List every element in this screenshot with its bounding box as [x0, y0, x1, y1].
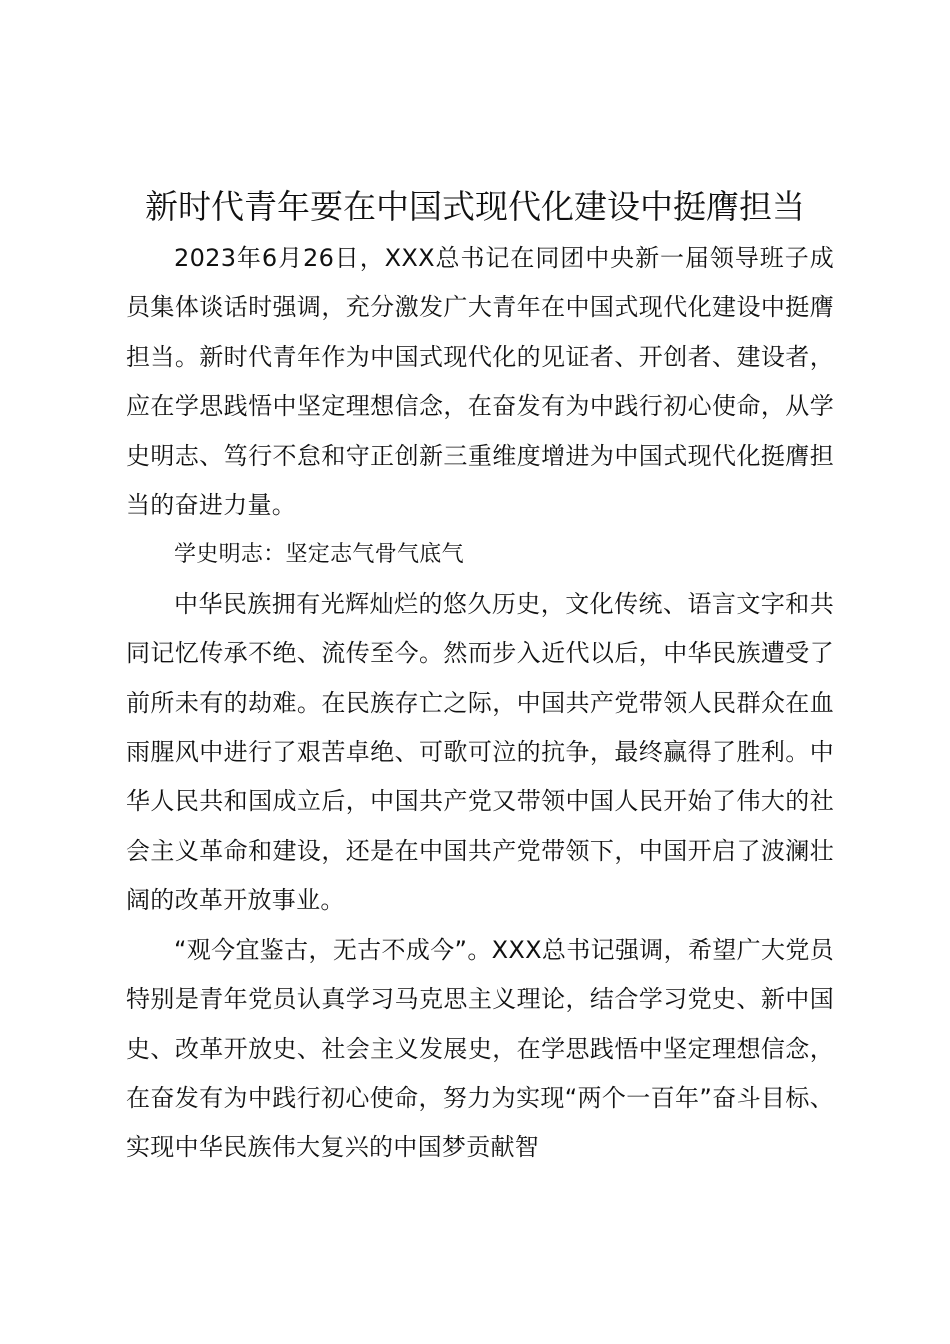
- document-title: 新时代青年要在中国式现代化建设中挺膺担当: [145, 187, 805, 226]
- paragraph-quote: “观今宜鉴古，无古不成今”。XXX总书记强调，希望广大党员特别是青年党员认真学习马克思主义理论，结合学习党史、新中国史、改革开放史、社会主义发展史，在学思践悟中坚定理想信念，在奋发有为中践行初心使命，努力为实现“两个一百年”奋斗目标、实现中华民族伟大复兴的中国梦贡献智: [126, 935, 834, 1162]
- paragraph-history: 中华民族拥有光辉灿烂的悠久历史，文化传统、语言文字和共同记忆传承不绝、流传至今。然而步入近代以后，中华民族遭受了前所未有的劫难。在民族存亡之际，中国共产党带领人民群众在血雨腥风中进行了艰苦卓绝、可歌可泣的抗争，最终赢得了胜利。中华人民共和国成立后，中国共产党又带领中国人民开始了伟大的社会主义革命和建设，还是在中国共产党带领下，中国开启了波澜壮阔的改革开放事业。: [126, 589, 834, 915]
- document-body: [126, 234, 834, 1173]
- paragraph-intro: 2023年6月26日，XXX总书记在同团中央新一届领导班子成员集体谈话时强调，充分激发广大青年在中国式现代化建设中挺膺担当。新时代青年作为中国式现代化的见证者、开创者、建设者，应在学思践悟中坚定理想信念，在奋发有为中践行初心使命，从学史明志、笃行不怠和守正创新三重维度增进为中国式现代化挺膺担当的奋进力量。: [126, 244, 834, 520]
- section-heading: 学史明志：坚定志气骨气底气: [174, 542, 464, 568]
